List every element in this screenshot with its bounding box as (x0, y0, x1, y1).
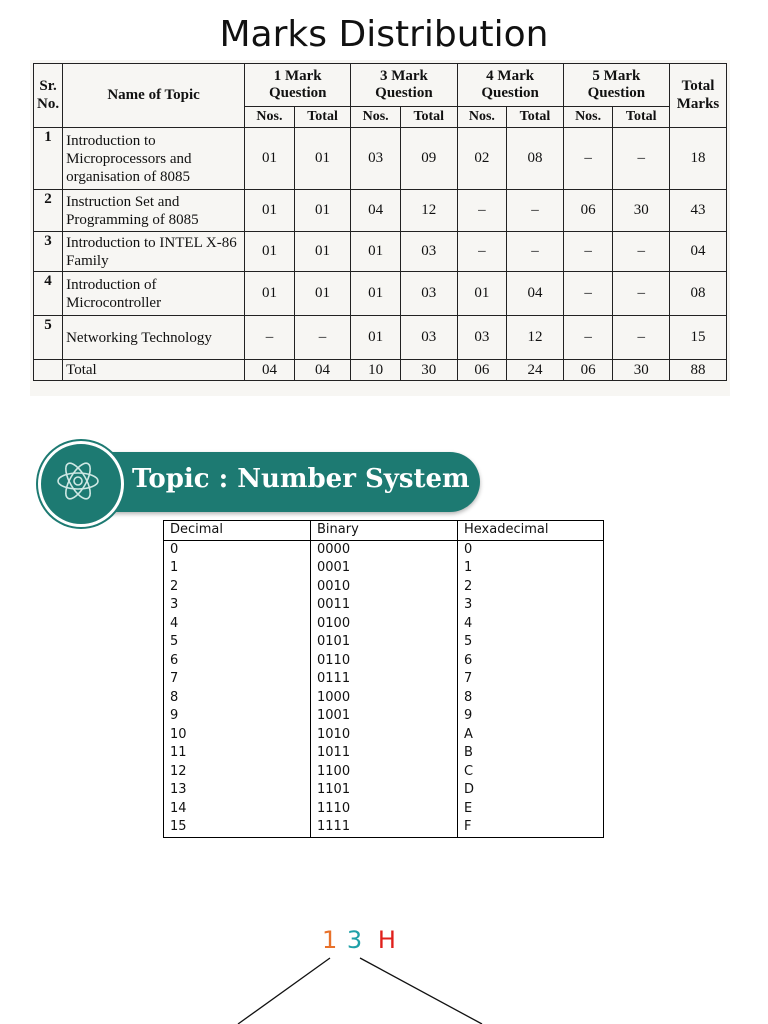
cell-c5t: – (613, 316, 670, 360)
cell-c1n: 01 (245, 190, 295, 232)
cell-hex: F (458, 818, 604, 837)
cell-binary: 0100 (311, 615, 458, 634)
cell-total: 15 (670, 316, 727, 360)
header-4-mark: 4 Mark Question (457, 64, 563, 107)
cell-c1t: 01 (294, 272, 351, 316)
cell-decimal: 1 (164, 559, 311, 578)
total-c5n: 06 (563, 360, 613, 381)
page-title: Marks Distribution (219, 14, 549, 55)
total-c3n: 10 (351, 360, 401, 381)
cell-c1t: 01 (294, 190, 351, 232)
cell-hex: 7 (458, 670, 604, 689)
cell-c1t: 01 (294, 232, 351, 272)
cell-binary: 0000 (311, 540, 458, 559)
row-sr-no: 2 (34, 190, 63, 232)
cell-hex: D (458, 781, 604, 800)
subheader-nos: Nos. (457, 107, 507, 128)
cell-decimal: 9 (164, 707, 311, 726)
cell-binary: 0001 (311, 559, 458, 578)
cell-c1n: 01 (245, 232, 295, 272)
total-c3t: 30 (401, 360, 458, 381)
subheader-total: Total (401, 107, 458, 128)
row-sr-no: 5 (34, 316, 63, 360)
cell-decimal: 12 (164, 763, 311, 782)
subheader-total: Total (294, 107, 351, 128)
hex-digit-1: 1 (322, 926, 339, 954)
cell-total: 04 (670, 232, 727, 272)
cell-decimal: 10 (164, 726, 311, 745)
cell-decimal: 0 (164, 540, 311, 559)
cell-binary: 0101 (311, 633, 458, 652)
cell-c4t: – (507, 190, 564, 232)
row-topic: Introduction to Microprocessors and organisation of 8085 (63, 128, 245, 190)
header-topic: Name of Topic (63, 64, 245, 128)
cell-binary: 1110 (311, 800, 458, 819)
cell-decimal: 11 (164, 744, 311, 763)
cell-total: 08 (670, 272, 727, 316)
cell-c5n: – (563, 316, 613, 360)
header-binary: Binary (311, 521, 458, 541)
cell-c5n: – (563, 128, 613, 190)
cell-c5t: – (613, 128, 670, 190)
cell-hex: 9 (458, 707, 604, 726)
cell-decimal: 5 (164, 633, 311, 652)
row-topic: Instruction Set and Programming of 8085 (63, 190, 245, 232)
cell-hex: B (458, 744, 604, 763)
subheader-nos: Nos. (245, 107, 295, 128)
cell-hex: 1 (458, 559, 604, 578)
row-topic: Introduction of Microcontroller (63, 272, 245, 316)
cell-binary: 1011 (311, 744, 458, 763)
right-branch-line (360, 958, 482, 1024)
cell-decimal: 8 (164, 689, 311, 708)
cell-binary: 1010 (311, 726, 458, 745)
cell-c5n: – (563, 272, 613, 316)
header-decimal: Decimal (164, 521, 311, 541)
total-c4t: 24 (507, 360, 564, 381)
cell-decimal: 7 (164, 670, 311, 689)
cell-c4n: 02 (457, 128, 507, 190)
header-hexadecimal: Hexadecimal (458, 521, 604, 541)
cell-c1t: – (294, 316, 351, 360)
cell-c3n: 01 (351, 316, 401, 360)
cell-decimal: 2 (164, 578, 311, 597)
total-c5t: 30 (613, 360, 670, 381)
cell-c1t: 01 (294, 128, 351, 190)
cell-c3n: 03 (351, 128, 401, 190)
cell-c1n: 01 (245, 272, 295, 316)
cell-c1n: 01 (245, 128, 295, 190)
cell-c4t: 04 (507, 272, 564, 316)
cell-decimal: 6 (164, 652, 311, 671)
total-c4n: 06 (457, 360, 507, 381)
cell-c4n: 03 (457, 316, 507, 360)
cell-c3n: 01 (351, 232, 401, 272)
cell-binary: 1101 (311, 781, 458, 800)
cell-binary: 0111 (311, 670, 458, 689)
cell-binary: 0010 (311, 578, 458, 597)
total-c1n: 04 (245, 360, 295, 381)
row-sr-no: 3 (34, 232, 63, 272)
cell-c5t: – (613, 272, 670, 316)
cell-c3t: 03 (401, 232, 458, 272)
cell-binary: 0110 (311, 652, 458, 671)
cell-binary: 1000 (311, 689, 458, 708)
cell-c5t: – (613, 232, 670, 272)
cell-total: 43 (670, 190, 727, 232)
cell-c3t: 12 (401, 190, 458, 232)
cell-total: 18 (670, 128, 727, 190)
cell-c5n: 06 (563, 190, 613, 232)
cell-hex: E (458, 800, 604, 819)
cell-c3n: 04 (351, 190, 401, 232)
total-row-label: Total (63, 360, 245, 381)
row-sr-no: 4 (34, 272, 63, 316)
cell-c5n: – (563, 232, 613, 272)
total-total: 88 (670, 360, 727, 381)
cell-decimal: 14 (164, 800, 311, 819)
cell-c4t: – (507, 232, 564, 272)
cell-c3t: 03 (401, 272, 458, 316)
subheader-nos: Nos. (563, 107, 613, 128)
cell-decimal: 4 (164, 615, 311, 634)
cell-c4t: 08 (507, 128, 564, 190)
hex-digit-3: 3 (346, 926, 364, 954)
cell-c4n: 01 (457, 272, 507, 316)
left-branch-line (238, 958, 330, 1024)
cell-hex: 4 (458, 615, 604, 634)
row-topic: Networking Technology (63, 316, 245, 360)
header-1-mark: 1 Mark Question (245, 64, 351, 107)
cell-binary: 1100 (311, 763, 458, 782)
header-total-marks: Total Marks (670, 64, 727, 128)
cell-decimal: 3 (164, 596, 311, 615)
total-c1t: 04 (294, 360, 351, 381)
cell-hex: 2 (458, 578, 604, 597)
cell-hex: 6 (458, 652, 604, 671)
cell-c5t: 30 (613, 190, 670, 232)
cell-c4n: – (457, 190, 507, 232)
cell-hex: 8 (458, 689, 604, 708)
row-sr-no: 1 (34, 128, 63, 190)
subheader-total: Total (613, 107, 670, 128)
cell-c4t: 12 (507, 316, 564, 360)
cell-c3t: 03 (401, 316, 458, 360)
header-5-mark: 5 Mark Question (563, 64, 669, 107)
cell-hex: A (458, 726, 604, 745)
hex-suffix-h: H (377, 926, 397, 954)
cell-binary: 0011 (311, 596, 458, 615)
subheader-nos: Nos. (351, 107, 401, 128)
cell-decimal: 13 (164, 781, 311, 800)
cell-c4n: – (457, 232, 507, 272)
banner-title: Topic : Number System (132, 464, 470, 494)
header-3-mark: 3 Mark Question (351, 64, 457, 107)
cell-binary: 1001 (311, 707, 458, 726)
row-topic: Introduction to INTEL X-86 Family (63, 232, 245, 272)
cell-binary: 1111 (311, 818, 458, 837)
cell-c1n: – (245, 316, 295, 360)
cell-hex: 5 (458, 633, 604, 652)
cell-c3n: 01 (351, 272, 401, 316)
cell-hex: 0 (458, 540, 604, 559)
cell-hex: C (458, 763, 604, 782)
cell-c3t: 09 (401, 128, 458, 190)
cell-decimal: 15 (164, 818, 311, 837)
header-sr-no: Sr. No. (34, 64, 63, 128)
subheader-total: Total (507, 107, 564, 128)
cell-hex: 3 (458, 596, 604, 615)
